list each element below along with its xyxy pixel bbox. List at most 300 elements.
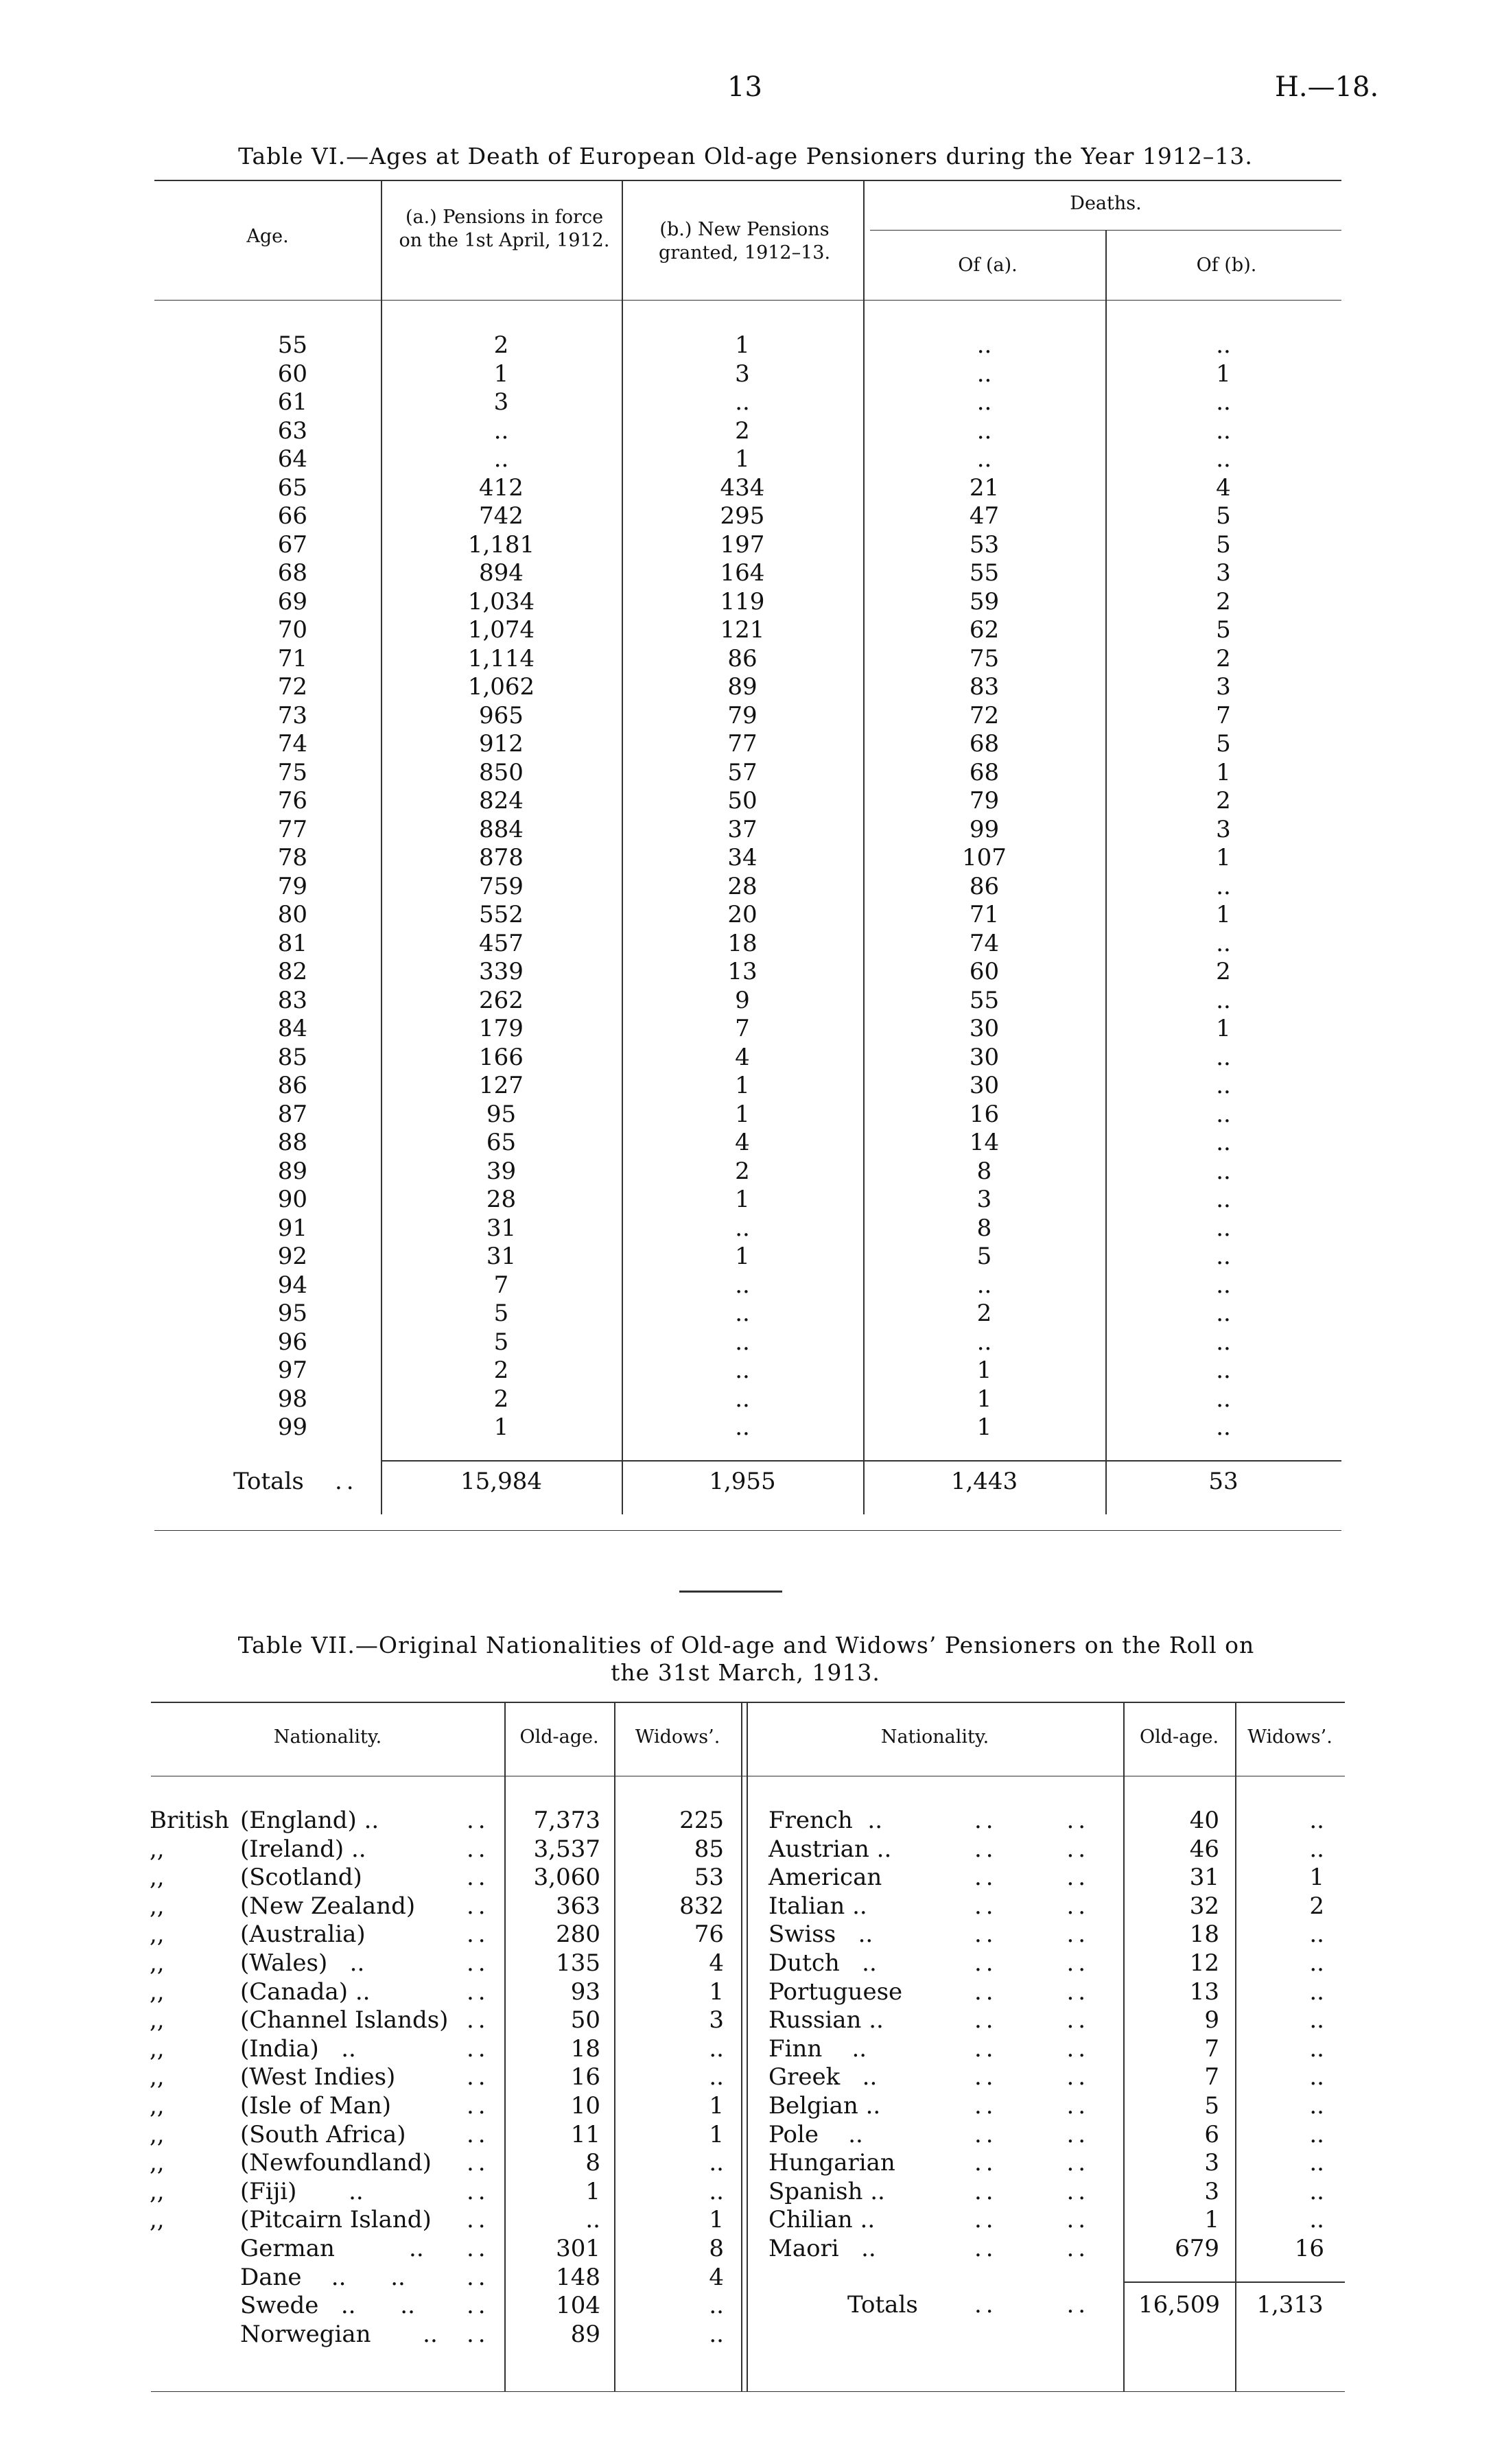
- leader-dots: .. ..: [974, 2121, 1090, 2148]
- deaths-of-a-cell: 1: [976, 1357, 992, 1384]
- nationality-name: Austrian ..: [768, 1835, 892, 1863]
- pensions-in-force-cell: 127: [479, 1072, 524, 1099]
- age-cell: 64: [277, 445, 307, 473]
- leader-dots: ..: [467, 1835, 490, 1863]
- nationality-name: (Scotland): [240, 1864, 362, 1891]
- new-pensions-cell: 1: [735, 1101, 750, 1128]
- old-age-cell: 679: [1175, 2235, 1219, 2262]
- widows-cell: ..: [709, 2321, 724, 2348]
- old-age-cell: 5: [1204, 2092, 1219, 2120]
- table6-total-b: 1,955: [709, 1468, 776, 1495]
- age-cell: 82: [277, 958, 307, 985]
- leader-dots: ..: [467, 2063, 490, 2091]
- nationality-prefix: ,,: [150, 1978, 165, 2006]
- nationality-name: (Fiji) ..: [240, 2178, 364, 2205]
- pensions-in-force-cell: 1,062: [467, 673, 535, 701]
- deaths-of-a-cell: 68: [969, 730, 1000, 758]
- deaths-of-a-cell: 14: [969, 1129, 1000, 1156]
- deaths-of-a-cell: 72: [969, 702, 1000, 729]
- deaths-of-a-cell: ..: [976, 360, 992, 388]
- deaths-of-b-cell: ..: [1216, 1357, 1231, 1384]
- nationality-name: Chilian ..: [768, 2206, 876, 2233]
- deaths-of-a-cell: 47: [969, 502, 1000, 530]
- deaths-of-b-cell: ..: [1216, 987, 1231, 1014]
- leader-dots: .. ..: [974, 1921, 1090, 1948]
- new-pensions-cell: 295: [720, 502, 765, 530]
- nationality-name: (Newfoundland): [240, 2149, 432, 2176]
- deaths-of-a-cell: 79: [969, 787, 1000, 814]
- deaths-of-a-cell: 107: [962, 844, 1007, 871]
- old-age-cell: ..: [585, 2206, 600, 2233]
- pensions-in-force-cell: 339: [479, 958, 524, 985]
- old-age-cell: 148: [556, 2264, 600, 2291]
- t7-left-header-old-age: Old-age.: [519, 1726, 599, 1748]
- new-pensions-cell: 57: [727, 759, 758, 786]
- deaths-of-b-cell: 1: [1216, 844, 1231, 871]
- new-pensions-cell: 2: [735, 417, 750, 445]
- leader-dots: .. ..: [974, 1864, 1090, 1891]
- nationality-name: (India) ..: [240, 2035, 356, 2063]
- widows-cell: 76: [694, 1921, 724, 1948]
- t7-right-header-nationality: Nationality.: [880, 1726, 989, 1748]
- widows-cell: 16: [1294, 2235, 1324, 2262]
- nationality-prefix: ,,: [150, 2149, 165, 2176]
- table6-totals-label: Totals: [233, 1468, 304, 1495]
- old-age-cell: 3,060: [533, 1864, 600, 1891]
- pensions-in-force-cell: 759: [479, 873, 524, 900]
- deaths-of-a-cell: 30: [969, 1072, 1000, 1099]
- deaths-of-a-cell: 8: [976, 1215, 992, 1242]
- leader-dots: .. ..: [974, 1978, 1090, 2006]
- nationality-name: Swede .. ..: [240, 2292, 415, 2319]
- deaths-of-a-cell: 2: [976, 1300, 992, 1327]
- deaths-of-a-cell: 21: [969, 474, 1000, 502]
- leader-dots: ..: [467, 1864, 490, 1891]
- leader-dots: ..: [467, 2206, 490, 2233]
- t7-right-header-widows: Widows’.: [1247, 1726, 1332, 1748]
- deaths-of-b-cell: ..: [1216, 1413, 1231, 1441]
- deaths-of-b-cell: ..: [1216, 445, 1231, 473]
- new-pensions-cell: ..: [735, 388, 750, 416]
- deaths-of-b-cell: ..: [1216, 417, 1231, 445]
- new-pensions-cell: ..: [735, 1271, 750, 1299]
- deaths-of-a-cell: ..: [976, 417, 992, 445]
- nationality-prefix: ,,: [150, 2206, 165, 2233]
- new-pensions-cell: 1: [735, 1072, 750, 1099]
- old-age-cell: 31: [1189, 1864, 1219, 1891]
- leader-dots: .. ..: [974, 2178, 1090, 2205]
- deaths-of-b-cell: ..: [1216, 1271, 1231, 1299]
- nationality-name: Maori ..: [768, 2235, 876, 2262]
- pensions-in-force-cell: 31: [486, 1215, 517, 1242]
- nationality-prefix: ,,: [150, 1949, 165, 1977]
- nationality-prefix: ,,: [150, 2178, 165, 2205]
- pensions-in-force-cell: 166: [479, 1044, 524, 1071]
- leader-dots: .. ..: [974, 2092, 1090, 2120]
- deaths-of-b-cell: 1: [1216, 360, 1231, 388]
- old-age-cell: 9: [1204, 2006, 1219, 2034]
- table6-title: Table VI.—Ages at Death of European Old-age Pensioners during the Year 1912–13.: [238, 143, 1253, 169]
- pensions-in-force-cell: 1,034: [467, 588, 535, 615]
- widows-cell: 1: [709, 2092, 724, 2120]
- deaths-of-b-cell: ..: [1216, 1243, 1231, 1270]
- table7-title-line1: Table VII.—Original Nationalities of Old-age and Widows’ Pensioners on the Roll on: [237, 1632, 1255, 1658]
- widows-cell: ..: [709, 2292, 724, 2319]
- new-pensions-cell: 2: [735, 1158, 750, 1185]
- new-pensions-cell: 18: [727, 930, 758, 957]
- new-pensions-cell: ..: [735, 1385, 750, 1413]
- nationality-name: Italian ..: [768, 1892, 867, 1920]
- deaths-of-a-cell: 99: [969, 816, 1000, 843]
- col-header-new-pensions: (b.) New Pensions granted, 1912–13.: [658, 219, 831, 263]
- new-pensions-cell: 1: [735, 445, 750, 473]
- deaths-of-b-cell: ..: [1216, 1385, 1231, 1413]
- deaths-of-a-cell: ..: [976, 1328, 992, 1356]
- pensions-in-force-cell: 2: [493, 1385, 509, 1413]
- nationality-prefix: ,,: [150, 2092, 165, 2120]
- nationality-prefix: ,,: [150, 2063, 165, 2091]
- widows-cell: ..: [1309, 2121, 1324, 2148]
- nationality-name: (West Indies): [240, 2063, 396, 2091]
- old-age-cell: 89: [570, 2321, 600, 2348]
- widows-cell: 832: [679, 1892, 724, 1920]
- pensions-in-force-cell: 7: [493, 1271, 509, 1299]
- age-cell: 61: [277, 388, 307, 416]
- new-pensions-cell: 4: [735, 1044, 750, 1071]
- age-cell: 75: [277, 759, 307, 786]
- nationality-prefix: ,,: [150, 2006, 165, 2034]
- old-age-cell: 3: [1204, 2178, 1219, 2205]
- new-pensions-cell: 79: [727, 702, 758, 729]
- nationality-name: Pole ..: [768, 2121, 863, 2148]
- old-age-cell: 1: [585, 2178, 600, 2205]
- pensions-in-force-cell: 457: [479, 930, 524, 957]
- age-cell: 65: [277, 474, 307, 502]
- col-header-deaths: Deaths.: [1070, 193, 1142, 214]
- widows-cell: 1: [709, 2206, 724, 2233]
- pensions-in-force-cell: 1: [493, 1413, 509, 1441]
- age-cell: 77: [277, 816, 307, 843]
- widows-cell: ..: [1309, 2092, 1324, 2120]
- new-pensions-cell: ..: [735, 1300, 750, 1327]
- age-cell: 73: [277, 702, 307, 729]
- deaths-of-b-cell: 4: [1216, 474, 1231, 502]
- page-reference: H.—18.: [1275, 71, 1379, 103]
- section-divider: [679, 1591, 782, 1593]
- page-number: 13: [727, 71, 762, 103]
- deaths-of-b-cell: 2: [1216, 958, 1231, 985]
- nationality-name: Finn ..: [768, 2035, 867, 2063]
- new-pensions-cell: 37: [727, 816, 758, 843]
- old-age-cell: 50: [570, 2006, 600, 2034]
- leader-dots: ..: [467, 1807, 490, 1834]
- new-pensions-cell: 1: [735, 1186, 750, 1213]
- widows-cell: 1: [709, 2121, 724, 2148]
- age-cell: 55: [277, 331, 307, 359]
- leader-dots: .. ..: [974, 2149, 1090, 2176]
- deaths-of-b-cell: ..: [1216, 930, 1231, 957]
- leader-dots: ..: [467, 2321, 490, 2348]
- new-pensions-cell: 7: [735, 1015, 750, 1042]
- nationality-name: (Canada) ..: [240, 1978, 371, 2006]
- age-cell: 91: [277, 1215, 307, 1242]
- pensions-in-force-cell: 824: [479, 787, 524, 814]
- deaths-of-a-cell: 53: [969, 531, 1000, 559]
- widows-cell: ..: [709, 2149, 724, 2176]
- new-pensions-cell: 50: [727, 787, 758, 814]
- new-pensions-cell: 86: [727, 645, 758, 672]
- new-pensions-cell: ..: [735, 1357, 750, 1384]
- deaths-of-b-cell: ..: [1216, 873, 1231, 900]
- deaths-of-b-cell: ..: [1216, 331, 1231, 359]
- nationality-prefix: ,,: [150, 1921, 165, 1948]
- age-cell: 80: [277, 901, 307, 928]
- table7-totals-label: Totals: [847, 2291, 918, 2319]
- age-cell: 96: [277, 1328, 307, 1356]
- widows-cell: ..: [1309, 1835, 1324, 1863]
- leader-dots: ..: [467, 2035, 490, 2063]
- age-cell: 72: [277, 673, 307, 701]
- old-age-cell: 135: [556, 1949, 600, 1977]
- t7-left-header-nationality: Nationality.: [273, 1726, 382, 1748]
- pensions-in-force-cell: 912: [479, 730, 524, 758]
- nationality-prefix: ,,: [150, 1892, 165, 1920]
- age-cell: 99: [277, 1413, 307, 1441]
- nationality-name: American: [768, 1864, 882, 1891]
- age-cell: 84: [277, 1015, 307, 1042]
- pensions-in-force-cell: 850: [479, 759, 524, 786]
- old-age-cell: 40: [1189, 1807, 1219, 1834]
- leader-dots: .. ..: [974, 1892, 1090, 1920]
- deaths-of-b-cell: ..: [1216, 1300, 1231, 1327]
- old-age-cell: 7: [1204, 2063, 1219, 2091]
- old-age-cell: 18: [570, 2035, 600, 2063]
- deaths-of-a-cell: 74: [969, 930, 1000, 957]
- pensions-in-force-cell: 65: [486, 1129, 517, 1156]
- age-cell: 87: [277, 1101, 307, 1128]
- leader-dots: ..: [467, 2092, 490, 2120]
- age-cell: 88: [277, 1129, 307, 1156]
- new-pensions-cell: ..: [735, 1413, 750, 1441]
- widows-cell: ..: [709, 2035, 724, 2063]
- leader-dots: ..: [467, 1921, 490, 1948]
- deaths-of-b-cell: ..: [1216, 1101, 1231, 1128]
- nationality-name: (Pitcairn Island): [240, 2206, 432, 2233]
- deaths-of-a-cell: 16: [969, 1101, 1000, 1128]
- deaths-of-b-cell: 3: [1216, 816, 1231, 843]
- old-age-cell: 7: [1204, 2035, 1219, 2063]
- leader-dots: .. ..: [974, 1807, 1090, 1834]
- deaths-of-b-cell: 5: [1216, 730, 1231, 758]
- old-age-cell: 8: [585, 2149, 600, 2176]
- pensions-in-force-cell: 179: [479, 1015, 524, 1042]
- leader-dots: ..: [467, 2178, 490, 2205]
- pensions-in-force-cell: 2: [493, 331, 509, 359]
- nationality-prefix: ,,: [150, 2035, 165, 2063]
- pensions-in-force-cell: ..: [493, 445, 509, 473]
- deaths-of-a-cell: ..: [976, 388, 992, 416]
- widows-cell: 3: [709, 2006, 724, 2034]
- widows-cell: ..: [1309, 1807, 1324, 1834]
- deaths-of-a-cell: 55: [969, 559, 1000, 587]
- nationality-name: Norwegian ..: [240, 2321, 438, 2348]
- nationality-prefix: ,,: [150, 1864, 165, 1891]
- leader-dots: .. ..: [974, 2063, 1090, 2091]
- nationality-name: Swiss ..: [768, 1921, 873, 1948]
- deaths-of-a-cell: 8: [976, 1158, 992, 1185]
- nationality-name: Spanish ..: [768, 2178, 885, 2205]
- widows-cell: ..: [1309, 1921, 1324, 1948]
- new-pensions-cell: 1: [735, 1243, 750, 1270]
- leader-dots: .. ..: [974, 2206, 1090, 2233]
- deaths-of-b-cell: 3: [1216, 673, 1231, 701]
- age-cell: 68: [277, 559, 307, 587]
- new-pensions-cell: 77: [727, 730, 758, 758]
- nationality-name: Belgian ..: [768, 2092, 881, 2120]
- old-age-cell: 10: [570, 2092, 600, 2120]
- new-pensions-cell: 9: [735, 987, 750, 1014]
- table6-total-deaths-a: 1,443: [950, 1468, 1018, 1495]
- deaths-of-b-cell: 7: [1216, 702, 1231, 729]
- deaths-of-a-cell: 75: [969, 645, 1000, 672]
- nationality-name: (Australia): [240, 1921, 366, 1948]
- widows-cell: ..: [1309, 2149, 1324, 2176]
- col-header-age: Age.: [246, 226, 289, 247]
- age-cell: 74: [277, 730, 307, 758]
- widows-cell: ..: [1309, 2006, 1324, 2034]
- deaths-of-a-cell: ..: [976, 1271, 992, 1299]
- deaths-of-a-cell: 1: [976, 1385, 992, 1413]
- leader-dots: ..: [467, 2006, 490, 2034]
- age-cell: 89: [277, 1158, 307, 1185]
- deaths-of-b-cell: 2: [1216, 588, 1231, 615]
- deaths-of-b-cell: 1: [1216, 1015, 1231, 1042]
- leader-dots: ..: [467, 2149, 490, 2176]
- widows-cell: ..: [1309, 1949, 1324, 1977]
- new-pensions-cell: 4: [735, 1129, 750, 1156]
- age-cell: 60: [277, 360, 307, 388]
- nationality-name: French ..: [768, 1807, 883, 1834]
- nationality-prefix: ,,: [150, 2121, 165, 2148]
- col-header-deaths-of-a: Of (a).: [958, 255, 1018, 276]
- pensions-in-force-cell: 1: [493, 360, 509, 388]
- new-pensions-cell: 434: [720, 474, 765, 502]
- age-cell: 79: [277, 873, 307, 900]
- new-pensions-cell: 164: [720, 559, 765, 587]
- old-age-cell: 11: [570, 2121, 600, 2148]
- old-age-cell: 12: [1189, 1949, 1219, 1977]
- new-pensions-cell: 89: [727, 673, 758, 701]
- table7-total-widows: 1,313: [1256, 2291, 1324, 2319]
- deaths-of-a-cell: 5: [976, 1243, 992, 1270]
- deaths-of-b-cell: 2: [1216, 787, 1231, 814]
- old-age-cell: 32: [1189, 1892, 1219, 1920]
- old-age-cell: 46: [1189, 1835, 1219, 1863]
- widows-cell: ..: [709, 2063, 724, 2091]
- pensions-in-force-cell: 5: [493, 1300, 509, 1327]
- deaths-of-b-cell: ..: [1216, 1328, 1231, 1356]
- deaths-of-b-cell: 1: [1216, 901, 1231, 928]
- leader-dots: ..: [467, 1949, 490, 1977]
- pensions-in-force-cell: 1,074: [467, 616, 535, 644]
- age-cell: 94: [277, 1271, 307, 1299]
- old-age-cell: 16: [570, 2063, 600, 2091]
- widows-cell: ..: [1309, 2178, 1324, 2205]
- leader-dots: .. ..: [974, 2235, 1090, 2262]
- old-age-cell: 1: [1204, 2206, 1219, 2233]
- widows-cell: 4: [709, 2264, 724, 2291]
- widows-cell: 2: [1309, 1892, 1324, 1920]
- deaths-of-b-cell: ..: [1216, 1072, 1231, 1099]
- nationality-prefix: ,,: [150, 1835, 165, 1863]
- leader-dots: ..: [467, 2121, 490, 2148]
- old-age-cell: 93: [570, 1978, 600, 2006]
- widows-cell: 225: [679, 1807, 724, 1834]
- new-pensions-cell: 13: [727, 958, 758, 985]
- old-age-cell: 18: [1189, 1921, 1219, 1948]
- deaths-of-b-cell: 2: [1216, 645, 1231, 672]
- nationality-name: Hungarian: [768, 2149, 895, 2176]
- new-pensions-cell: 119: [720, 588, 765, 615]
- leader-dots: ..: [467, 2235, 490, 2262]
- nationality-name: (Wales) ..: [240, 1949, 365, 1977]
- old-age-cell: 280: [556, 1921, 600, 1948]
- new-pensions-cell: 1: [735, 331, 750, 359]
- deaths-of-a-cell: 86: [969, 873, 1000, 900]
- old-age-cell: 13: [1189, 1978, 1219, 2006]
- old-age-cell: 301: [556, 2235, 600, 2262]
- pensions-in-force-cell: 2: [493, 1357, 509, 1384]
- leader-dots: .. ..: [974, 1835, 1090, 1863]
- deaths-of-b-cell: ..: [1216, 388, 1231, 416]
- table7-totals-leader: .. ..: [974, 2291, 1090, 2319]
- leader-dots: ..: [467, 1892, 490, 1920]
- age-cell: 97: [277, 1357, 307, 1384]
- deaths-of-a-cell: 59: [969, 588, 1000, 615]
- nationality-name: (South Africa): [240, 2121, 406, 2148]
- age-cell: 66: [277, 502, 307, 530]
- pensions-in-force-cell: 1,114: [467, 645, 535, 672]
- deaths-of-b-cell: ..: [1216, 1044, 1231, 1071]
- deaths-of-b-cell: ..: [1216, 1129, 1231, 1156]
- old-age-cell: 7,373: [533, 1807, 600, 1834]
- pensions-in-force-cell: 965: [479, 702, 524, 729]
- pensions-in-force-cell: 31: [486, 1243, 517, 1270]
- t7-left-header-widows: Widows’.: [635, 1726, 720, 1748]
- age-cell: 92: [277, 1243, 307, 1270]
- nationality-name: Dane .. ..: [240, 2264, 406, 2291]
- table7-title-line2: the 31st March, 1913.: [611, 1659, 880, 1686]
- age-cell: 78: [277, 844, 307, 871]
- table6-total-deaths-b: 53: [1208, 1468, 1238, 1495]
- pensions-in-force-cell: 1,181: [467, 531, 535, 559]
- age-cell: 63: [277, 417, 307, 445]
- deaths-of-a-cell: 30: [969, 1044, 1000, 1071]
- widows-cell: 1: [1309, 1864, 1324, 1891]
- leader-dots: .. ..: [974, 2006, 1090, 2034]
- widows-cell: 85: [694, 1835, 724, 1863]
- nationality-name: (New Zealand): [240, 1892, 416, 1920]
- table6-totals-leader: ..: [335, 1468, 358, 1495]
- pensions-in-force-cell: 412: [479, 474, 524, 502]
- col-header-pensions-in-force: (a.) Pensions in force on the 1st April, 1912.: [399, 207, 610, 251]
- pensions-in-force-cell: 3: [493, 388, 509, 416]
- deaths-of-a-cell: 83: [969, 673, 1000, 701]
- nationality-name: (Isle of Man): [240, 2092, 392, 2120]
- nationality-prefix: British: [150, 1807, 229, 1834]
- nationality-name: Dutch ..: [768, 1949, 877, 1977]
- widows-cell: ..: [1309, 2035, 1324, 2063]
